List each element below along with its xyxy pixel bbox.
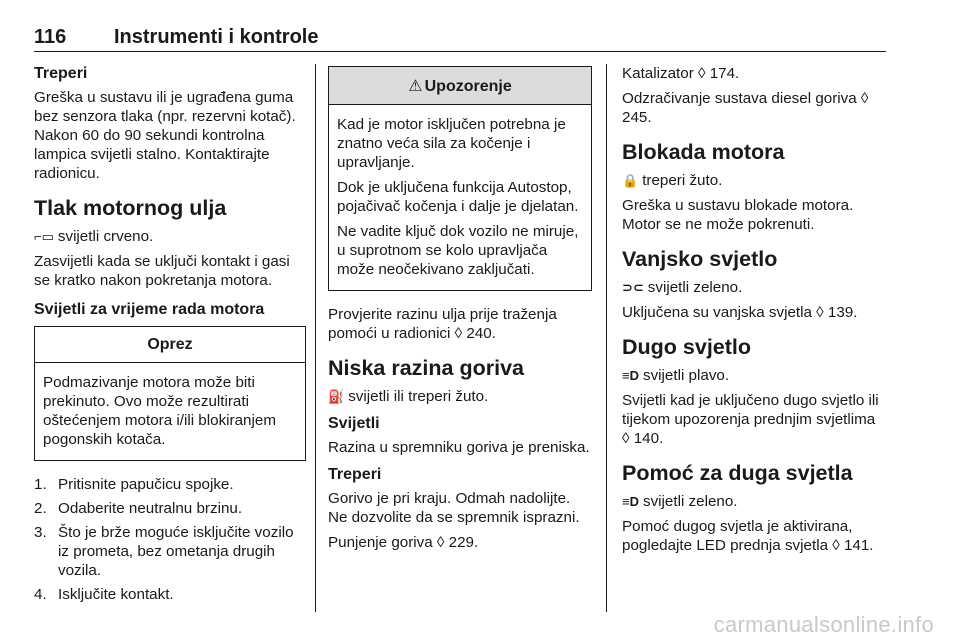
column-divider-1 bbox=[315, 64, 316, 612]
step-text: Isključite kontakt. bbox=[58, 586, 174, 603]
high-beam-status bbox=[622, 366, 884, 385]
oil-can-icon: ⌐▭ bbox=[34, 229, 54, 244]
immobiliser-heading: Blokada motora bbox=[622, 140, 785, 164]
exterior-light-heading: Vanjsko svjetlo bbox=[622, 247, 778, 271]
fuel-treperi-heading: Treperi bbox=[328, 466, 382, 483]
assist-status-text: svijetli zeleno. bbox=[642, 493, 738, 510]
oil-pressure-text: Zasvijetli kada se uključi kontakt i gasi se kratko nakon pokretanja motora. bbox=[34, 253, 290, 289]
column-2 bbox=[328, 64, 592, 558]
high-beam-assist-icon: ≡D bbox=[622, 494, 639, 509]
step-number: 3. bbox=[34, 524, 47, 541]
warning-paragraph: Kad je motor isključen potrebna je znatno veća sila za kočenje i upravljanje. bbox=[337, 116, 566, 171]
diesel-bleed-reference: Odzračivanje sustava diesel goriva ◊ 245. bbox=[622, 90, 869, 126]
oil-pressure-status bbox=[34, 227, 306, 246]
caution-text: Podmazivanje motora može biti prekinuto. Ovo može rezultirati oštećenjem motora i/ili blokiranjem pogonskih kotača. bbox=[43, 374, 276, 448]
steps-list bbox=[34, 475, 306, 604]
side-lights-icon: ⊃⊂ bbox=[622, 280, 644, 295]
list-item bbox=[34, 475, 306, 494]
high-beam-heading: Dugo svjetlo bbox=[622, 335, 752, 359]
caution-body bbox=[35, 363, 305, 460]
warning-paragraph: Dok je uključena funkcija Autostop, pojačivač kočenja i dalje je djelatan. bbox=[337, 179, 579, 215]
header-divider bbox=[34, 51, 886, 52]
oil-pressure-heading: Tlak motornog ulja bbox=[34, 196, 227, 220]
step-text: Što je brže moguće isključite vozilo iz prometa, bez ometanja drugih vozila. bbox=[58, 524, 294, 579]
warning-title: Upozorenje bbox=[424, 78, 512, 95]
running-heading: Svijetli za vrijeme rada motora bbox=[34, 301, 265, 318]
fuel-status-text: svijetli ili treperi žuto. bbox=[348, 388, 489, 405]
lock-car-icon: 🔒 bbox=[622, 173, 639, 188]
list-item bbox=[34, 523, 306, 580]
low-fuel-status bbox=[328, 387, 592, 406]
high-beam-status-text: svijetli plavo. bbox=[642, 367, 730, 384]
step-number: 2. bbox=[34, 500, 47, 517]
page-header bbox=[34, 26, 886, 52]
list-item bbox=[34, 499, 306, 518]
warning-triangle-icon: ⚠ bbox=[408, 78, 423, 95]
immobiliser-status-text: treperi žuto. bbox=[642, 172, 723, 189]
step-number: 1. bbox=[34, 476, 47, 493]
high-beam-text: Svijetli kad je uključeno dugo svjetlo ili tijekom upozorenja prednjim svjetlima ◊ 140. bbox=[622, 392, 879, 447]
column-divider-2 bbox=[606, 64, 607, 612]
low-fuel-heading: Niska razina goriva bbox=[328, 356, 524, 380]
exterior-status-text: svijetli zeleno. bbox=[647, 279, 743, 296]
exterior-light-status bbox=[622, 278, 884, 297]
column-1 bbox=[34, 64, 306, 609]
catalyst-reference: Katalizator ◊ 174. bbox=[622, 65, 740, 82]
warning-title-bar bbox=[329, 67, 591, 105]
high-beam-assist-status bbox=[622, 492, 884, 511]
high-beam-icon: ≡D bbox=[622, 368, 639, 383]
refuel-reference: Punjenje goriva ◊ 229. bbox=[328, 534, 479, 551]
step-number: 4. bbox=[34, 586, 47, 603]
oil-check-text: Provjerite razinu ulja prije traženja pomoći u radionici ◊ 240. bbox=[328, 306, 557, 342]
fuel-pump-icon: ⛽ bbox=[328, 389, 345, 404]
list-item bbox=[34, 585, 306, 604]
warning-box bbox=[328, 66, 592, 291]
exterior-light-text: Uključena su vanjska svjetla ◊ 139. bbox=[622, 304, 858, 321]
treperi-text: Greška u sustavu ili je ugrađena guma bez senzora tlaka (npr. rezervni kotač). Nakon 60 do 90 sekundi kontrolna lampica svijetli stalno. Kontaktirajte radionicu. bbox=[34, 89, 296, 182]
warning-body bbox=[329, 105, 591, 290]
oil-status-text: svijetli crveno. bbox=[57, 228, 154, 245]
step-text: Pritisnite papučicu spojke. bbox=[58, 476, 234, 493]
watermark: carmanualsonline.info bbox=[713, 612, 934, 637]
fuel-treperi-text: Gorivo je pri kraju. Odmah nadolijte. Ne dozvolite da se spremnik isprazni. bbox=[328, 490, 580, 526]
immobiliser-status bbox=[622, 171, 884, 190]
immobiliser-text: Greška u sustavu blokade motora. Motor se ne može pokrenuti. bbox=[622, 197, 854, 233]
page-number: 116 bbox=[34, 26, 67, 48]
high-beam-assist-heading: Pomoć za duga svjetla bbox=[622, 461, 853, 485]
caution-title: Oprez bbox=[35, 327, 305, 363]
high-beam-assist-text: Pomoć dugog svjetla je aktivirana, pogledajte LED prednja svjetla ◊ 141. bbox=[622, 518, 874, 554]
svijetli-heading: Svijetli bbox=[328, 415, 380, 432]
warning-paragraph: Ne vadite ključ dok vozilo ne miruje, u suprotnom se kolo upravljača može neočekivano zaključati. bbox=[337, 223, 579, 278]
caution-box bbox=[34, 326, 306, 461]
chapter-title: Instrumenti i kontrole bbox=[114, 26, 319, 48]
svijetli-text: Razina u spremniku goriva je preniska. bbox=[328, 439, 590, 456]
treperi-heading: Treperi bbox=[34, 65, 88, 82]
step-text: Odaberite neutralnu brzinu. bbox=[58, 500, 243, 517]
column-3 bbox=[622, 64, 884, 561]
